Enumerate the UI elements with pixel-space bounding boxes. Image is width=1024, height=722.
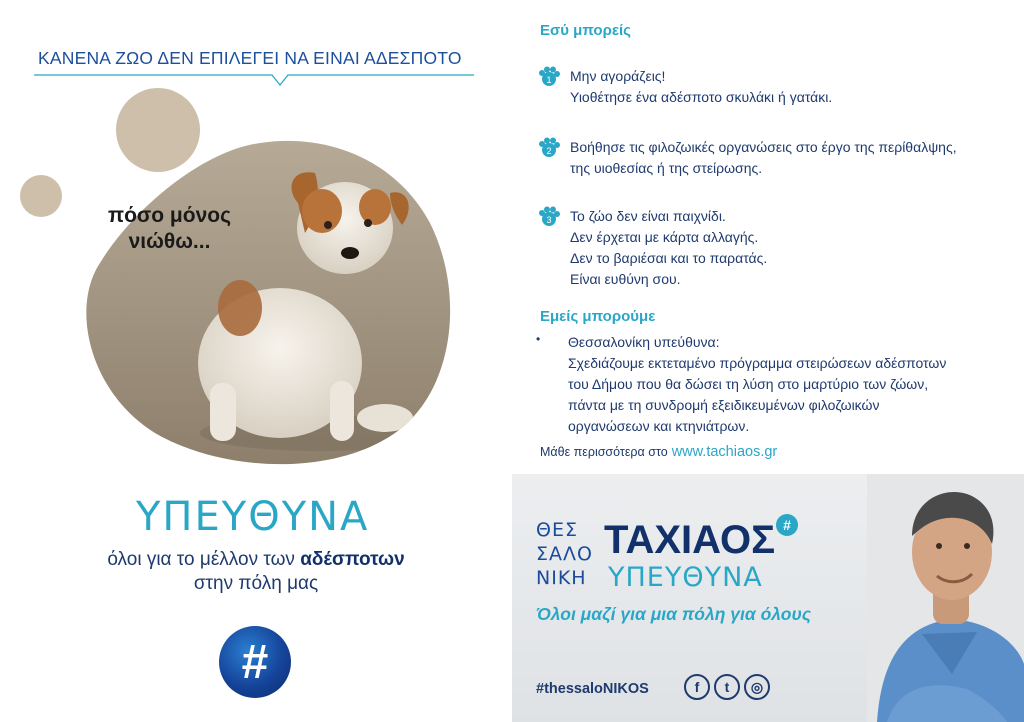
candidate-subtitle: ΥΠΕΥΘΥΝΑ (608, 562, 763, 593)
paw-number: 3 (546, 215, 552, 225)
you-can-title: Εσύ μπορείς (540, 22, 631, 39)
item-line: Βοήθησε τις φιλοζωικές οργανώσεις στο έργο της περίθαλψης, (570, 139, 957, 155)
city-logo (536, 518, 606, 590)
paw-number-icon (538, 137, 560, 159)
paw-number-icon (538, 66, 560, 88)
campaign-banner (512, 474, 1024, 722)
campaign-hashtag: #thessaloNIKOS (536, 681, 649, 697)
headline-underline (34, 73, 474, 87)
bullet: • (536, 332, 541, 346)
item-line: Είναι ευθύνη σου. (570, 271, 681, 287)
we-line: πάντα με τη συνδρομή εξειδικευμένων φιλοζωικών (568, 397, 880, 413)
paw-number: 2 (546, 146, 552, 156)
list-item (538, 137, 957, 179)
hashtag-symbol: # (241, 635, 269, 689)
speech-caption (108, 203, 231, 255)
instagram-icon[interactable]: ◎ (744, 674, 770, 700)
item-line: της υιοθεσίας ή της στείρωσης. (570, 160, 763, 176)
paw-number-icon (538, 206, 560, 228)
we-can-title: Εμείς μπορούμε (540, 308, 656, 325)
puppy-photo (60, 133, 462, 473)
brand-word: ΥΠΕΥΘΥΝΑ (136, 494, 370, 540)
we-line: Θεσσαλονίκη υπεύθυνα: (568, 334, 720, 350)
learn-more (540, 444, 777, 460)
caption-line: νιώθω... (128, 230, 211, 253)
candidate-portrait (867, 474, 1024, 722)
paw-number: 1 (546, 75, 552, 85)
tagline-text: όλοι για το μέλλον των (107, 549, 301, 570)
we-line: οργανώσεων και κτηνιάτρων. (568, 418, 750, 434)
caption-line: πόσο μόνος (108, 204, 232, 227)
hashtag-icon: # (776, 514, 798, 536)
headline: ΚΑΝΕΝΑ ΖΩΟ ΔΕΝ ΕΠΙΛΕΓΕΙ ΝΑ ΕΙΝΑΙ ΑΔΕΣΠΟΤΟ (38, 48, 462, 68)
tagline-line2: στην πόλη μας (193, 573, 319, 594)
item-line: Δεν το βαριέσαι και το παρατάς. (570, 250, 768, 266)
hashtag-logo-icon (219, 626, 291, 698)
tagline (0, 548, 512, 596)
city-logo-line: ΘΕΣ (536, 519, 578, 541)
we-can-text (568, 332, 946, 437)
website-link[interactable]: www.tachiaos.gr (671, 444, 778, 460)
list-item (538, 66, 832, 108)
right-page (512, 0, 1024, 722)
candidate-name: ΤΑΧΙΑΟΣ (604, 518, 776, 562)
city-logo-line: ΣΑΛΟ (536, 543, 593, 565)
we-line: του Δήμου που θα δώσει τη λύση στο μαρτύριο των ζώων, (568, 376, 929, 392)
item-line: Μην αγοράζεις! (570, 68, 666, 84)
decorative-blob-small (20, 175, 62, 217)
we-line: Σχεδιάζουμε εκτεταμένο πρόγραμμα στειρώσεων αδέσποτων (568, 355, 947, 371)
item-line: Το ζώο δεν είναι παιχνίδι. (570, 208, 726, 224)
list-item (538, 206, 767, 290)
tagline-emphasis: αδέσποτων (300, 549, 405, 570)
facebook-icon[interactable]: f (684, 674, 710, 700)
item-line: Δεν έρχεται με κάρτα αλλαγής. (570, 229, 759, 245)
item-line: Υιοθέτησε ένα αδέσποτο σκυλάκι ή γατάκι. (570, 89, 833, 105)
city-logo-line: ΝΙΚΗ (536, 567, 587, 589)
learn-more-text: Μάθε περισσότερα στο (540, 445, 668, 459)
slogan: Όλοι μαζί για μια πόλη για όλους (536, 604, 812, 624)
twitter-icon[interactable]: t (714, 674, 740, 700)
